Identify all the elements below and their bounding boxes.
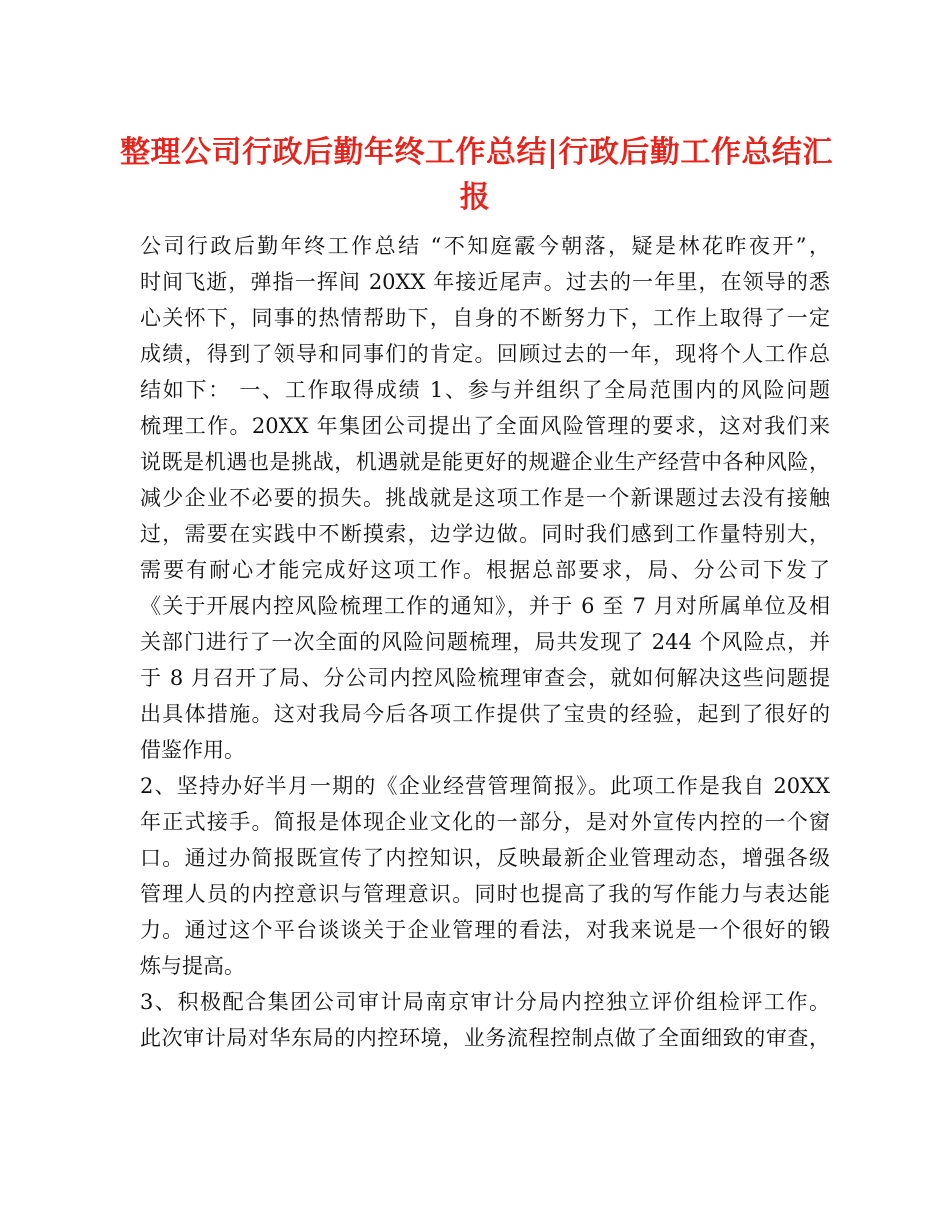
body-line: 需要有耐心才能完成好这项工作。根据总部要求，局、分公司下发了 bbox=[140, 558, 830, 582]
body-line: 减少企业不必要的损失。挑战就是这项工作是一个新课题过去没有接触 bbox=[140, 486, 830, 510]
body-line: 于 8 月召开了局、分公司内控风险梳理审查会，就如何解决这些问题提 bbox=[140, 666, 830, 690]
body-line: 管理人员的内控意识与管理意识。同时也提高了我的写作能力与表达能 bbox=[140, 882, 830, 906]
body-line: 2、坚持办好半月一期的《企业经营管理简报》。此项工作是我自 20XX bbox=[140, 774, 830, 798]
body-line: 口。通过办简报既宣传了内控知识，反映最新企业管理动态，增强各级 bbox=[140, 846, 830, 870]
body-line: 梳理工作。20XX 年集团公司提出了全面风险管理的要求，这对我们来 bbox=[140, 414, 830, 438]
document-title bbox=[120, 130, 833, 220]
body-line: 说既是机遇也是挑战，机遇就是能更好的规避企业生产经营中各种风险， bbox=[140, 450, 830, 474]
body-line: 关部门进行了一次全面的风险问题梳理，局共发现了 244 个风险点，并 bbox=[140, 630, 830, 654]
body-line: 此次审计局对华东局的内控环境，业务流程控制点做了全面细致的审查， bbox=[140, 1026, 830, 1050]
body-line: 过，需要在实践中不断摸索，边学边做。同时我们感到工作量特别大， bbox=[140, 522, 830, 546]
body-line: 心关怀下，同事的热情帮助下，自身的不断努力下，工作上取得了一定 bbox=[140, 306, 830, 330]
title-line: 报 bbox=[459, 180, 491, 215]
body-line: 时间飞逝，弹指一挥间 20XX 年接近尾声。过去的一年里，在领导的悉 bbox=[140, 270, 830, 294]
body-line: 结如下： 一、工作取得成绩 1、参与并组织了全局范围内的风险问题 bbox=[140, 378, 830, 402]
body-line: 年正式接手。简报是体现企业文化的一部分，是对外宣传内控的一个窗 bbox=[140, 810, 830, 834]
title-line: 整理公司行政后勤年终工作总结|行政后勤工作总结汇 bbox=[120, 135, 833, 170]
body-line: 《关于开展内控风险梳理工作的通知》，并于 6 至 7 月对所属单位及相 bbox=[140, 594, 830, 618]
body-line: 公司行政后勤年终工作总结 “不知庭霰今朝落，疑是林花昨夜开”， bbox=[140, 234, 830, 258]
body-line: 借鉴作用。 bbox=[140, 738, 245, 762]
body-line: 3、积极配合集团公司审计局南京审计分局内控独立评价组检评工作。 bbox=[140, 990, 830, 1014]
document-body bbox=[140, 228, 830, 1056]
body-line: 炼与提高。 bbox=[140, 954, 245, 978]
body-line: 力。通过这个平台谈谈关于企业管理的看法，对我来说是一个很好的锻 bbox=[140, 918, 830, 942]
body-line: 成绩，得到了领导和同事们的肯定。回顾过去的一年，现将个人工作总 bbox=[140, 342, 830, 366]
body-line: 出具体措施。这对我局今后各项工作提供了宝贵的经验，起到了很好的 bbox=[140, 702, 830, 726]
